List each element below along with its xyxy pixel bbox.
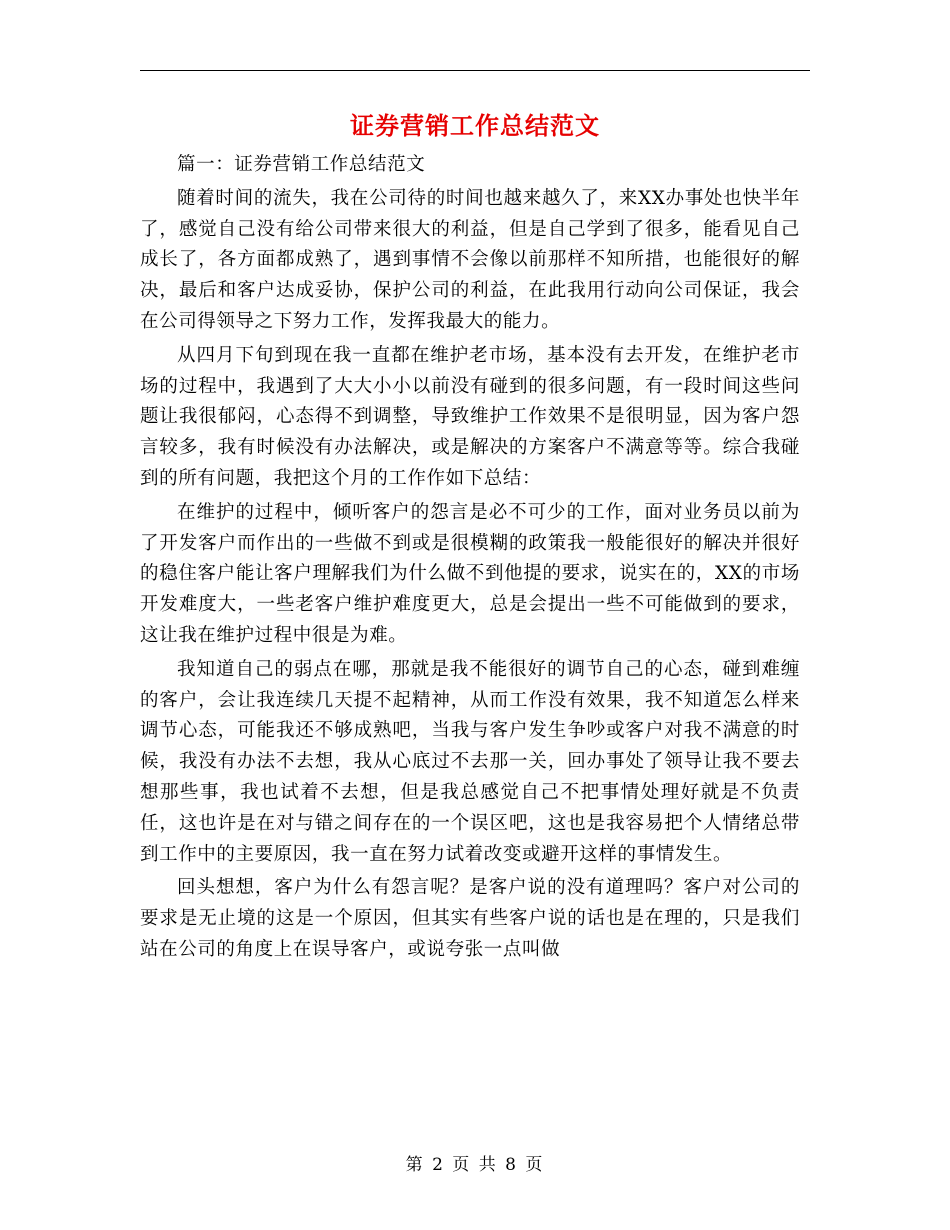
paragraph-5: 回头想想，客户为什么有怨言呢？是客户说的没有道理吗？客户对公司的要求是无止境的这是一个原因，但其实有些客户说的话也是在理的，只是我们站在公司的角度上在误导客户，或说夸张一点叫做: [140, 877, 800, 960]
paragraph-3: 在维护的过程中，倾听客户的怨言是必不可少的工作，面对业务员以前为了开发客户而作出的一些做不到或是很模糊的政策我一般能很好的解决并很好的稳住客户能让客户理解我们为什么做不到他提的要求，说实在的，XX的市场开发难度大，一些老客户维护难度更大，总是会提出一些不可能做到的要求，这让我在维护过程中很是为难。: [140, 501, 800, 646]
section-heading: 篇一：证券营销工作总结范文: [177, 154, 426, 175]
document-body: [140, 150, 800, 966]
paragraph-2: 从四月下旬到现在我一直都在维护老市场，基本没有去开发，在维护老市场的过程中，我遇到了大大小小以前没有碰到的很多问题，有一段时间这些问题让我很郁闷，心态得不到调整，导致维护工作效果不是很明显，因为客户怨言较多，我有时候没有办法解决，或是解决的方案客户不满意等等。综合我碰到的所有问题，我把这个月的工作作如下总结：: [140, 344, 800, 489]
page-number: 第 2 页 共 8 页: [405, 1155, 545, 1175]
paragraph-1: 随着时间的流失，我在公司待的时间也越来越久了，来XX办事处也快半年了，感觉自己没有给公司带来很大的利益，但是自己学到了很多，能看见自己成长了，各方面都成熟了，遇到事情不会像以前那样不知所措，也能很好的解决，最后和客户达成妥协，保护公司的利益，在此我用行动向公司保证，我会在公司得领导之下努力工作，发挥我最大的能力。: [140, 187, 800, 332]
paragraph-4: 我知道自己的弱点在哪，那就是我不能很好的调节自己的心态，碰到难缠的客户，会让我连续几天提不起精神，从而工作没有效果，我不知道怎么样来调节心态，可能我还不够成熟吧，当我与客户发生争吵或客户对我不满意的时候，我没有办法不去想，我从心底过不去那一关，回办事处了领导让我不要去想那些事，我也试着不去想，但是我总感觉自己不把事情处理好就是不负责任，这也许是在对与错之间存在的一个误区吧，这也是我容易把个人情绪总带到工作中的主要原因，我一直在努力试着改变或避开这样的事情发生。: [140, 658, 800, 865]
document-title: 证券营销工作总结范文: [350, 112, 600, 140]
header-rule: [140, 70, 810, 71]
